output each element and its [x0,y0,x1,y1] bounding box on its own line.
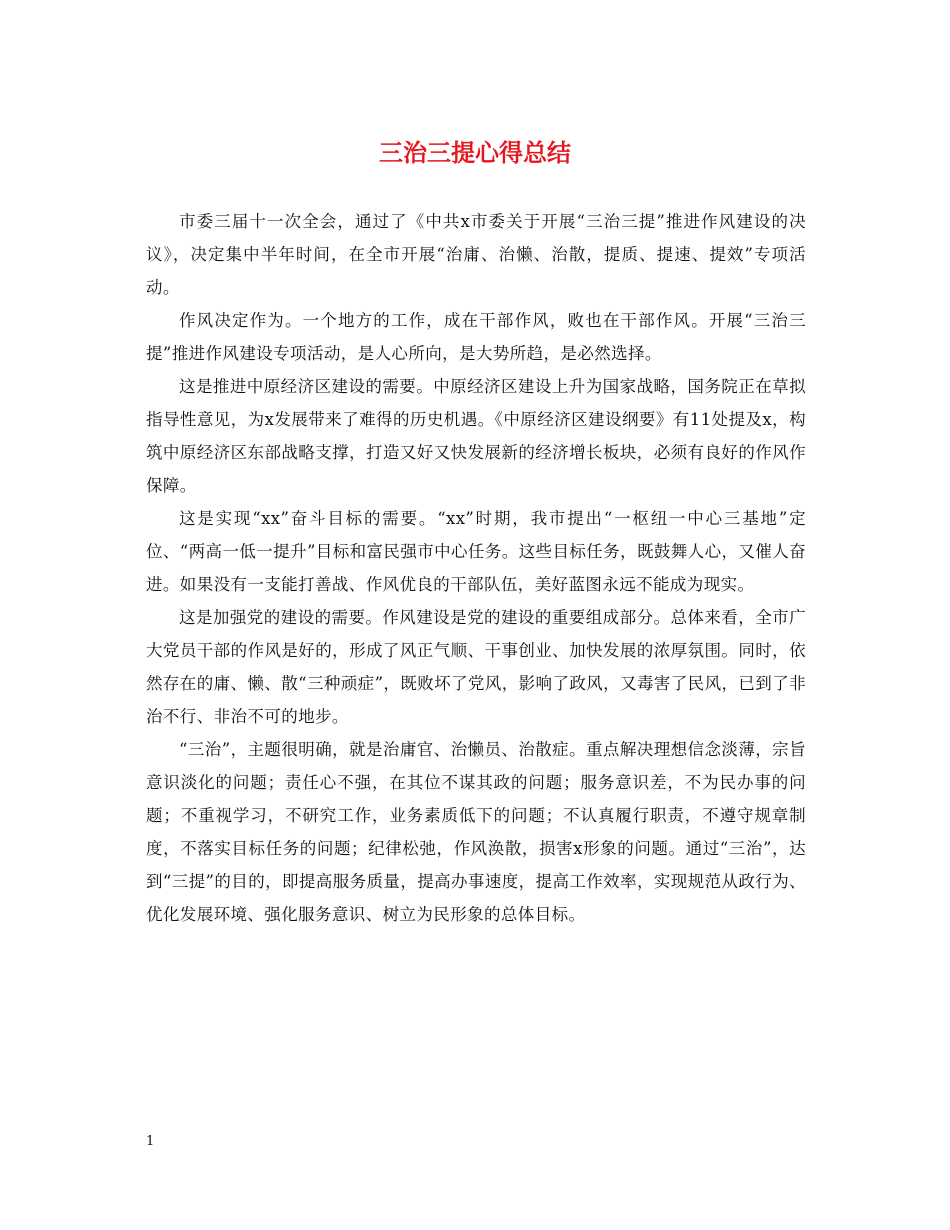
page-number: 1 [146,1134,155,1149]
paragraph: 这是加强党的建设的需要。作风建设是党的建设的重要组成部分。总体来看，全市广大党员干部的作风是好的，形成了风正气顺、干事创业、加快发展的浓厚氛围。同时，依然存在的庸、懒、散“三种顽症”，既败坏了党风，影响了政风，又毒害了民风，已到了非治不行、非治不可的地步。 [146,608,806,726]
document-title: 三治三提心得总结 [379,139,571,167]
document-body [146,205,806,931]
paragraph: 这是推进中原经济区建设的需要。中原经济区建设上升为国家战略，国务院正在草拟指导性意见，为x发展带来了难得的历史机遇。《中原经济区建设纲要》有11处提及x，构筑中原经济区东部战略支撑，打造又好又快发展新的经济增长板块，必须有良好的作风作保障。 [146,377,806,495]
paragraph: 市委三届十一次全会，通过了《中共x市委关于开展“三治三提”推进作风建设的决议》，决定集中半年时间，在全市开展“治庸、治懒、治散，提质、提速、提效”专项活动。 [146,212,806,297]
paragraph: 作风决定作为。一个地方的工作，成在干部作风，败也在干部作风。开展“三治三提”推进作风建设专项活动，是人心所向，是大势所趋，是必然选择。 [146,311,806,363]
paragraph: “三治”，主题很明确，就是治庸官、治懒员、治散症。重点解决理想信念淡薄，宗旨意识淡化的问题；责任心不强，在其位不谋其政的问题；服务意识差，不为民办事的问题；不重视学习，不研究工作，业务素质低下的问题；不认真履行职责，不遵守规章制度，不落实目标任务的问题；纪律松弛，作风涣散，损害x形象的问题。通过“三治”，达到“三提”的目的，即提高服务质量，提高办事速度，提高工作效率，实现规范从政行为、优化发展环境、强化服务意识、树立为民形象的总体目标。 [146,740,806,924]
paragraph: 这是实现“xx”奋斗目标的需要。“xx”时期，我市提出“一枢纽一中心三基地”定位、“两高一低一提升”目标和富民强市中心任务。这些目标任务，既鼓舞人心，又催人奋进。如果没有一支能打善战、作风优良的干部队伍，美好蓝图永远不能成为现实。 [146,509,806,594]
